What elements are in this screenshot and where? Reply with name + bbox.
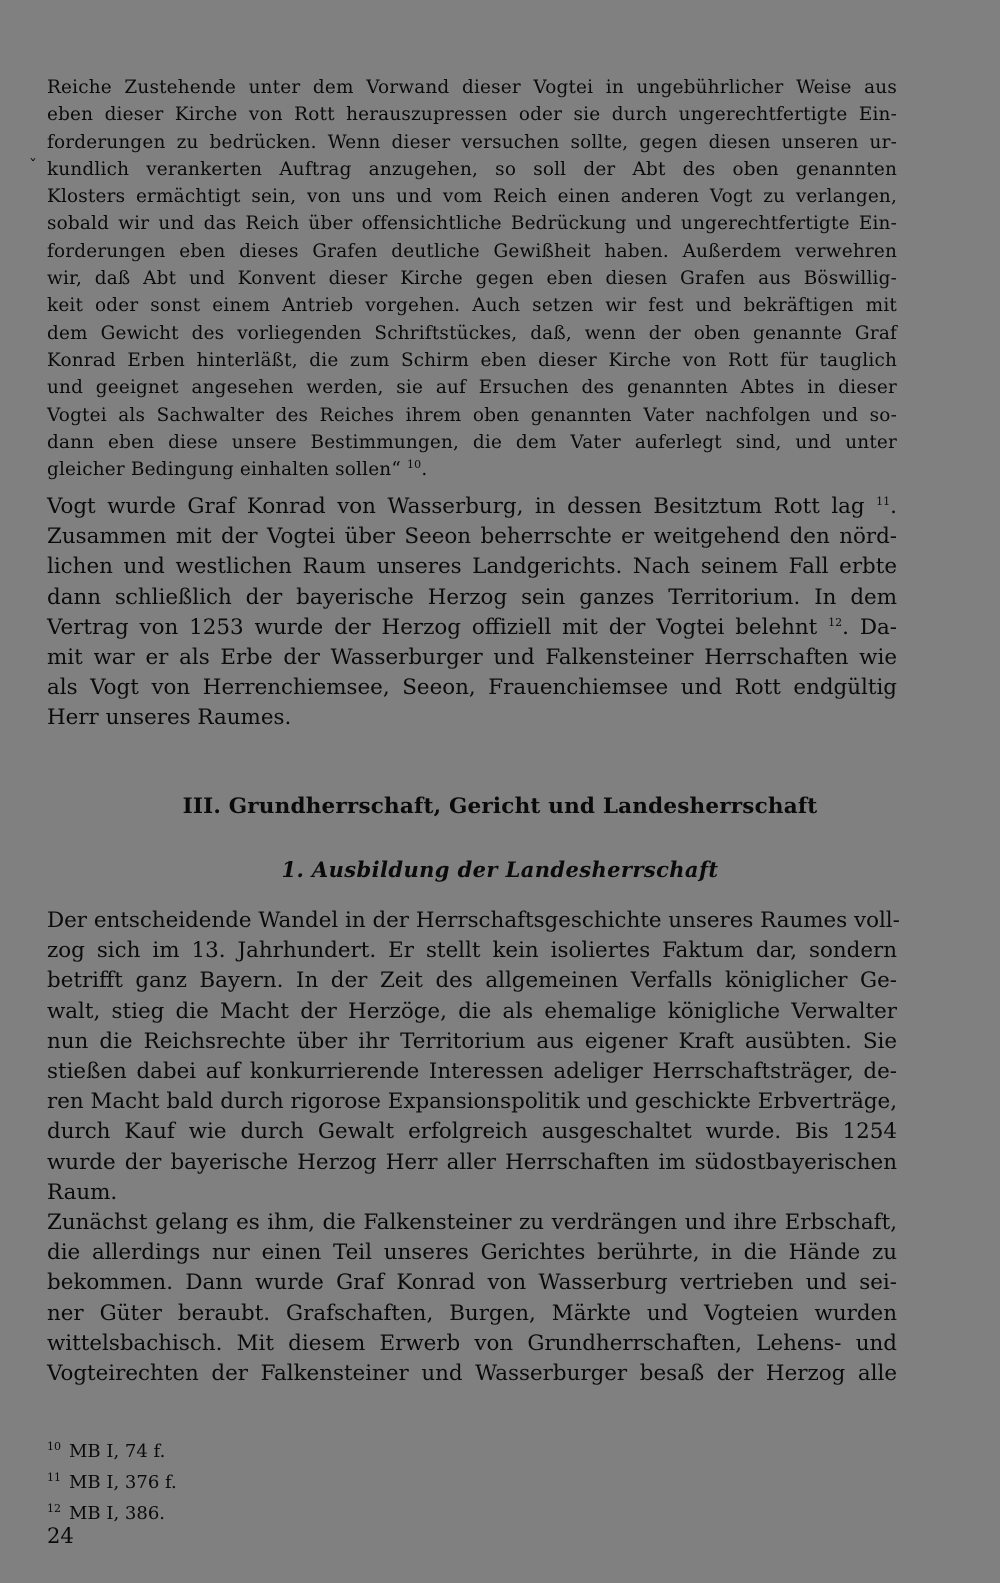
text-line: walt, stieg die Macht der Herzöge, die als ehemalige königliche Verwalter: [47, 998, 897, 1024]
text-line: als Vogt von Herrenchiemsee, Seeon, Frauenchiemsee und Rott endgültig: [47, 675, 897, 701]
text-line: wittelsbachisch. Mit diesem Erwerb von Grundherrschaften, Lehens- und: [47, 1330, 897, 1356]
footnote-text: MB I, 386.: [69, 1503, 166, 1524]
footnote-number: 12: [47, 1502, 61, 1515]
text-line: bekommen. Dann wurde Graf Konrad von Wasserburg vertrieben und sei-: [47, 1270, 897, 1296]
quote-line: Konrad Erben hinterläßt, die zum Schirm eben dieser Kirche von Rott für tauglich: [47, 349, 897, 371]
quote-line: kundlich verankerten Auftrag anzugehen, so soll der Abt des oben genannten: [47, 158, 897, 180]
text-line: zog sich im 13. Jahrhundert. Er stellt kein isoliertes Faktum dar, sondern: [47, 938, 897, 964]
quote-line: und geeignet angesehen werden, sie auf Ersuchen des genannten Abtes in dieser: [47, 377, 897, 399]
text-line: betrifft ganz Bayern. In der Zeit des allgemeinen Verfalls königlicher Ge-: [47, 968, 897, 994]
text-line-last: Raum.: [47, 1179, 118, 1205]
footnote-number: 11: [47, 1471, 61, 1484]
text-line: Vogt wurde Graf Konrad von Wasserburg, in dessen Besitztum Rott lag $^{11}$.: [47, 494, 897, 519]
text-line: Der entscheidende Wandel in der Herrschaftsgeschichte unseres Raumes voll-: [47, 908, 900, 933]
footnote: [47, 1496, 447, 1527]
text-line: lichen und westlichen Raum unseres Landgerichts. Nach seinem Fall erbte: [47, 554, 897, 580]
quote-line: forderungen zu bedrücken. Wenn dieser versuchen sollte, gegen diesen unseren ur-: [47, 131, 897, 153]
page-number: 24: [47, 1524, 74, 1548]
quote-line: Vogtei als Sachwalter des Reiches ihrem oben genannten Vater nachfolgen und so-: [47, 404, 897, 426]
quote-line: sobald wir und das Reich über offensichtliche Bedrückung und ungerechtfertigte Ein-: [47, 213, 897, 235]
quote-line: eben dieser Kirche von Rott herauszupressen oder sie durch ungerechtfertigte Ein-: [47, 104, 897, 126]
text-line: Zunächst gelang es ihm, die Falkensteiner zu verdrängen und ihre Erbschaft,: [47, 1210, 897, 1236]
quote-line-last: gleicher Bedingung einhalten sollen“ $^{10}$.: [47, 458, 428, 481]
text-line: stießen dabei auf konkurrierende Interessen adeliger Herrschaftsträger, de-: [47, 1059, 897, 1085]
text-line: dann schließlich der bayerische Herzog sein ganzes Territorium. In dem: [47, 584, 897, 610]
text-line: Vertrag von 1253 wurde der Herzog offiziell mit der Vogtei belehnt $^{12}$. Da-: [47, 614, 897, 640]
quote-line: wir, daß Abt und Konvent dieser Kirche gegen eben diesen Grafen aus Böswillig-: [47, 268, 897, 290]
footnotes: [47, 1434, 447, 1527]
paragraph-landesherrschaft: [47, 906, 900, 1389]
text-line: mit war er als Erbe der Wasserburger und Falkensteiner Herrschaften wie: [47, 645, 897, 671]
text-line: wurde der bayerische Herzog Herr aller Herrschaften im südostbayerischen: [47, 1149, 897, 1175]
quoted-document-block: [47, 74, 897, 483]
quote-line: dann eben diese unsere Bestimmungen, die dem Vater auferlegt sind, und unter: [47, 431, 897, 453]
footnote-number: 10: [47, 1440, 61, 1453]
quote-line: dem Gewicht des vorliegenden Schriftstückes, daß, wenn der oben genannte Graf: [47, 322, 897, 344]
text-line: nun die Reichsrechte über ihr Territorium aus eigener Kraft ausübten. Sie: [47, 1028, 897, 1054]
text-line: durch Kauf wie durch Gewalt erfolgreich ausgeschaltet wurde. Bis 1254: [47, 1119, 897, 1145]
text-line: ner Güter beraubt. Grafschaften, Burgen, Märkte und Vogteien wurden: [47, 1300, 897, 1326]
subsection-heading: 1. Ausbildung der Landesherrschaft: [281, 857, 719, 882]
quote-line: Klosters ermächtigt sein, von uns und vom Reich einen anderen Vogt zu verlangen,: [47, 186, 897, 208]
footnote-ref[interactable]: 11: [876, 494, 891, 508]
paragraph-vogt: [47, 492, 897, 734]
quote-line: forderungen eben dieses Grafen deutliche Gewißheit haben. Außerdem verwehren: [47, 240, 897, 262]
text-line-last: Herr unseres Raumes.: [47, 705, 292, 731]
footnote-text: MB I, 74 f.: [69, 1441, 166, 1462]
footnote: [47, 1434, 447, 1465]
section-heading: III. Grundherrschaft, Gericht und Landesherrschaft: [182, 794, 818, 819]
text-line: Zusammen mit der Vogtei über Seeon beherrschte er weitgehend den nörd-: [47, 524, 897, 550]
footnote-ref[interactable]: 12: [828, 615, 843, 629]
quote-line: keit oder sonst einem Antrieb vorgehen. Auch setzen wir fest und bekräftigen mit: [47, 295, 897, 317]
footnote-text: MB I, 376 f.: [69, 1472, 177, 1493]
text-line: ren Macht bald durch rigorose Expansionspolitik und geschickte Erbverträge,: [47, 1089, 897, 1115]
text-line: Vogteirechten der Falkensteiner und Wasserburger besaß der Herzog alle: [47, 1361, 897, 1387]
footnote: [47, 1465, 447, 1496]
footnote-ref[interactable]: 10: [406, 458, 422, 472]
quote-line: Reiche Zustehende unter dem Vorwand dieser Vogtei in ungebührlicher Weise aus: [47, 77, 897, 98]
margin-mark: ˇ: [29, 156, 37, 175]
text-line: die allerdings nur einen Teil unseres Gerichtes berührte, in die Hände zu: [47, 1240, 897, 1266]
